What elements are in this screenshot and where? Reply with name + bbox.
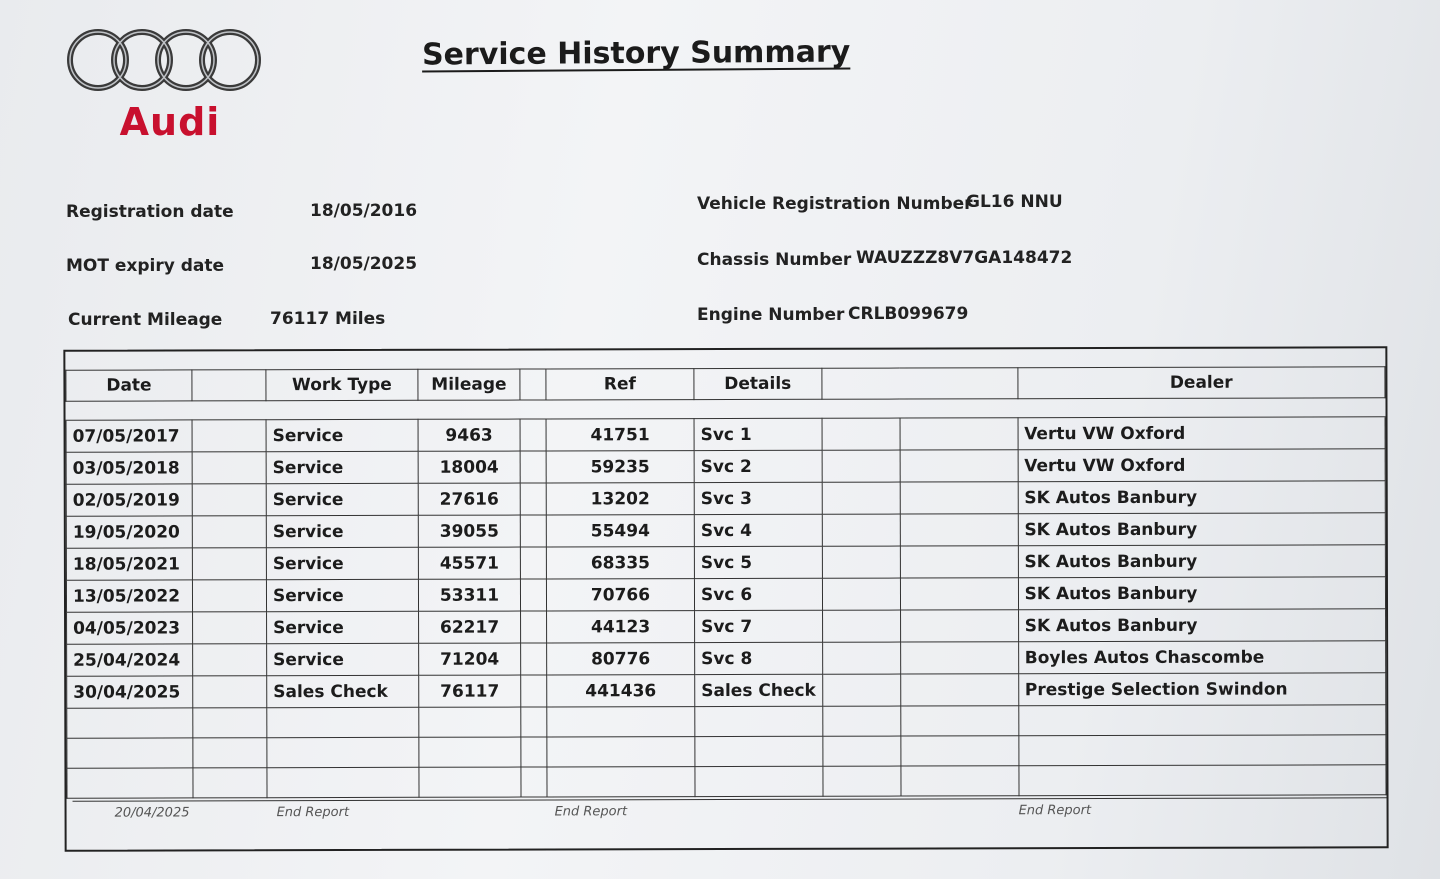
cell-work-type: Service [266, 451, 418, 483]
current-mileage-label: Current Mileage [68, 310, 223, 330]
service-history-table [63, 346, 1388, 851]
cell-work-type: Service [266, 419, 418, 451]
cell-blank [900, 642, 1018, 674]
cell-blank [193, 612, 267, 644]
engine-number-label: Engine Number [697, 305, 845, 325]
cell-blank [192, 548, 266, 580]
cell-dealer: SK Autos Banbury [1018, 609, 1385, 642]
cell-dealer: Vertu VW Oxford [1018, 417, 1385, 450]
cell-blank [521, 675, 547, 707]
page-title: Service History Summary [421, 34, 851, 73]
cell-blank [822, 450, 900, 482]
cell-blank [520, 547, 546, 579]
table-row [67, 673, 1386, 708]
registration-date-row [66, 202, 234, 222]
cell-blank [193, 676, 267, 708]
cell-dealer: SK Autos Banbury [1018, 577, 1385, 610]
mot-expiry-label: MOT expiry date [66, 256, 225, 276]
cell-ref: 13202 [546, 483, 694, 515]
header-dealer: Dealer [1018, 367, 1385, 399]
cell-details: Svc 3 [694, 482, 822, 514]
cell-mileage: 39055 [418, 515, 520, 547]
table-row [66, 577, 1385, 612]
cell-dealer: SK Autos Banbury [1018, 513, 1385, 546]
header-ref: Ref [546, 369, 694, 400]
cell-blank [520, 451, 546, 483]
cell-blank [900, 610, 1018, 642]
header-details: Details [694, 368, 822, 399]
cell-date: 02/05/2019 [66, 484, 192, 516]
cell-blank [822, 674, 900, 706]
cell-blank [822, 418, 900, 450]
footer-end-report: End Report [1018, 803, 1092, 819]
cell-blank [192, 580, 266, 612]
cell-blank [822, 610, 900, 642]
cell-work-type: Service [266, 547, 418, 579]
cell-blank [822, 482, 900, 514]
table-row [66, 481, 1385, 516]
cell-ref: 59235 [546, 451, 694, 483]
cell-work-type: Sales Check [267, 675, 419, 707]
table-row-empty [67, 705, 1386, 738]
table-row [67, 641, 1386, 676]
cell-date: 18/05/2021 [66, 548, 192, 580]
table-row [66, 449, 1385, 484]
cell-ref: 68335 [546, 547, 694, 579]
cell-mileage: 45571 [418, 547, 520, 579]
table-body [66, 417, 1386, 708]
registration-date-value: 18/05/2016 [310, 201, 418, 221]
cell-dealer: Vertu VW Oxford [1018, 449, 1385, 482]
cell-work-type: Service [266, 483, 418, 515]
engine-number-value: CRLB099679 [848, 304, 969, 324]
cell-blank [192, 516, 266, 548]
cell-mileage: 27616 [418, 483, 520, 515]
cell-dealer: Boyles Autos Chascombe [1018, 641, 1385, 674]
cell-mileage: 76117 [419, 675, 521, 707]
brand-logo-text: Audi [119, 100, 221, 144]
table-header-row [66, 367, 1385, 401]
cell-details: Svc 4 [694, 514, 822, 546]
cell-mileage: 53311 [418, 579, 520, 611]
cell-date: 03/05/2018 [66, 452, 192, 484]
cell-ref: 44123 [547, 611, 695, 643]
footer-end-report: End Report [554, 804, 628, 820]
cell-blank [900, 482, 1018, 514]
cell-blank [521, 611, 547, 643]
cell-work-type: Service [267, 611, 419, 643]
cell-mileage: 9463 [418, 419, 520, 451]
header-work-type: Work Type [266, 369, 418, 400]
cell-ref: 441436 [547, 675, 695, 707]
cell-blank [193, 644, 267, 676]
cell-blank [822, 578, 900, 610]
table-footer [73, 797, 1387, 845]
footer-date: 20/04/2025 [114, 805, 190, 821]
cell-blank [520, 579, 546, 611]
table-row-empty [67, 765, 1386, 798]
cell-details: Svc 1 [694, 418, 822, 450]
cell-work-type: Service [267, 643, 419, 675]
cell-details: Svc 5 [694, 546, 822, 578]
cell-mileage: 18004 [418, 451, 520, 483]
cell-date: 30/04/2025 [67, 676, 193, 708]
cell-details: Sales Check [695, 674, 823, 706]
cell-blank [822, 514, 900, 546]
cell-blank [900, 514, 1018, 546]
cell-dealer: SK Autos Banbury [1018, 481, 1385, 514]
cell-blank [520, 515, 546, 547]
cell-ref: 80776 [547, 643, 695, 675]
cell-dealer: Prestige Selection Swindon [1018, 673, 1385, 706]
table-row [66, 545, 1385, 580]
table-row [66, 417, 1385, 452]
cell-date: 25/04/2024 [67, 644, 193, 676]
cell-details: Svc 2 [694, 450, 822, 482]
cell-work-type: Service [266, 579, 418, 611]
mot-expiry-value: 18/05/2025 [310, 254, 418, 274]
registration-date-label: Registration date [66, 202, 234, 222]
cell-blank [192, 484, 266, 516]
cell-dealer: SK Autos Banbury [1018, 545, 1385, 578]
cell-blank [520, 483, 546, 515]
header-date: Date [66, 370, 192, 401]
cell-blank [192, 420, 266, 452]
table-row [67, 609, 1386, 644]
table-row-empty [67, 735, 1386, 768]
cell-date: 19/05/2020 [66, 516, 192, 548]
cell-date: 07/05/2017 [66, 420, 192, 452]
cell-details: Svc 6 [694, 578, 822, 610]
cell-details: Svc 8 [695, 642, 823, 674]
cell-details: Svc 7 [695, 610, 823, 642]
cell-work-type: Service [266, 515, 418, 547]
cell-blank [900, 450, 1018, 482]
cell-mileage: 71204 [419, 643, 521, 675]
cell-ref: 70766 [546, 579, 694, 611]
cell-date: 04/05/2023 [67, 612, 193, 644]
cell-blank [822, 546, 900, 578]
cell-ref: 41751 [546, 419, 694, 451]
cell-blank [900, 674, 1018, 706]
header-mileage: Mileage [418, 369, 520, 400]
table-row [66, 513, 1385, 548]
cell-blank [822, 642, 900, 674]
chassis-number-value: WAUZZZ8V7GA148472 [856, 248, 1073, 268]
reg-number-label: Vehicle Registration Number [697, 194, 973, 214]
cell-blank [192, 452, 266, 484]
reg-number-value: GL16 NNU [966, 192, 1063, 212]
cell-blank [900, 546, 1018, 578]
footer-end-report: End Report [276, 804, 350, 821]
cell-blank [900, 578, 1018, 610]
cell-blank [521, 643, 547, 675]
cell-mileage: 62217 [419, 611, 521, 643]
cell-date: 13/05/2022 [66, 580, 192, 612]
current-mileage-value: 76117 Miles [270, 309, 386, 329]
cell-ref: 55494 [546, 515, 694, 547]
chassis-number-label: Chassis Number [697, 250, 852, 270]
cell-blank [900, 418, 1018, 450]
cell-blank [520, 419, 546, 451]
